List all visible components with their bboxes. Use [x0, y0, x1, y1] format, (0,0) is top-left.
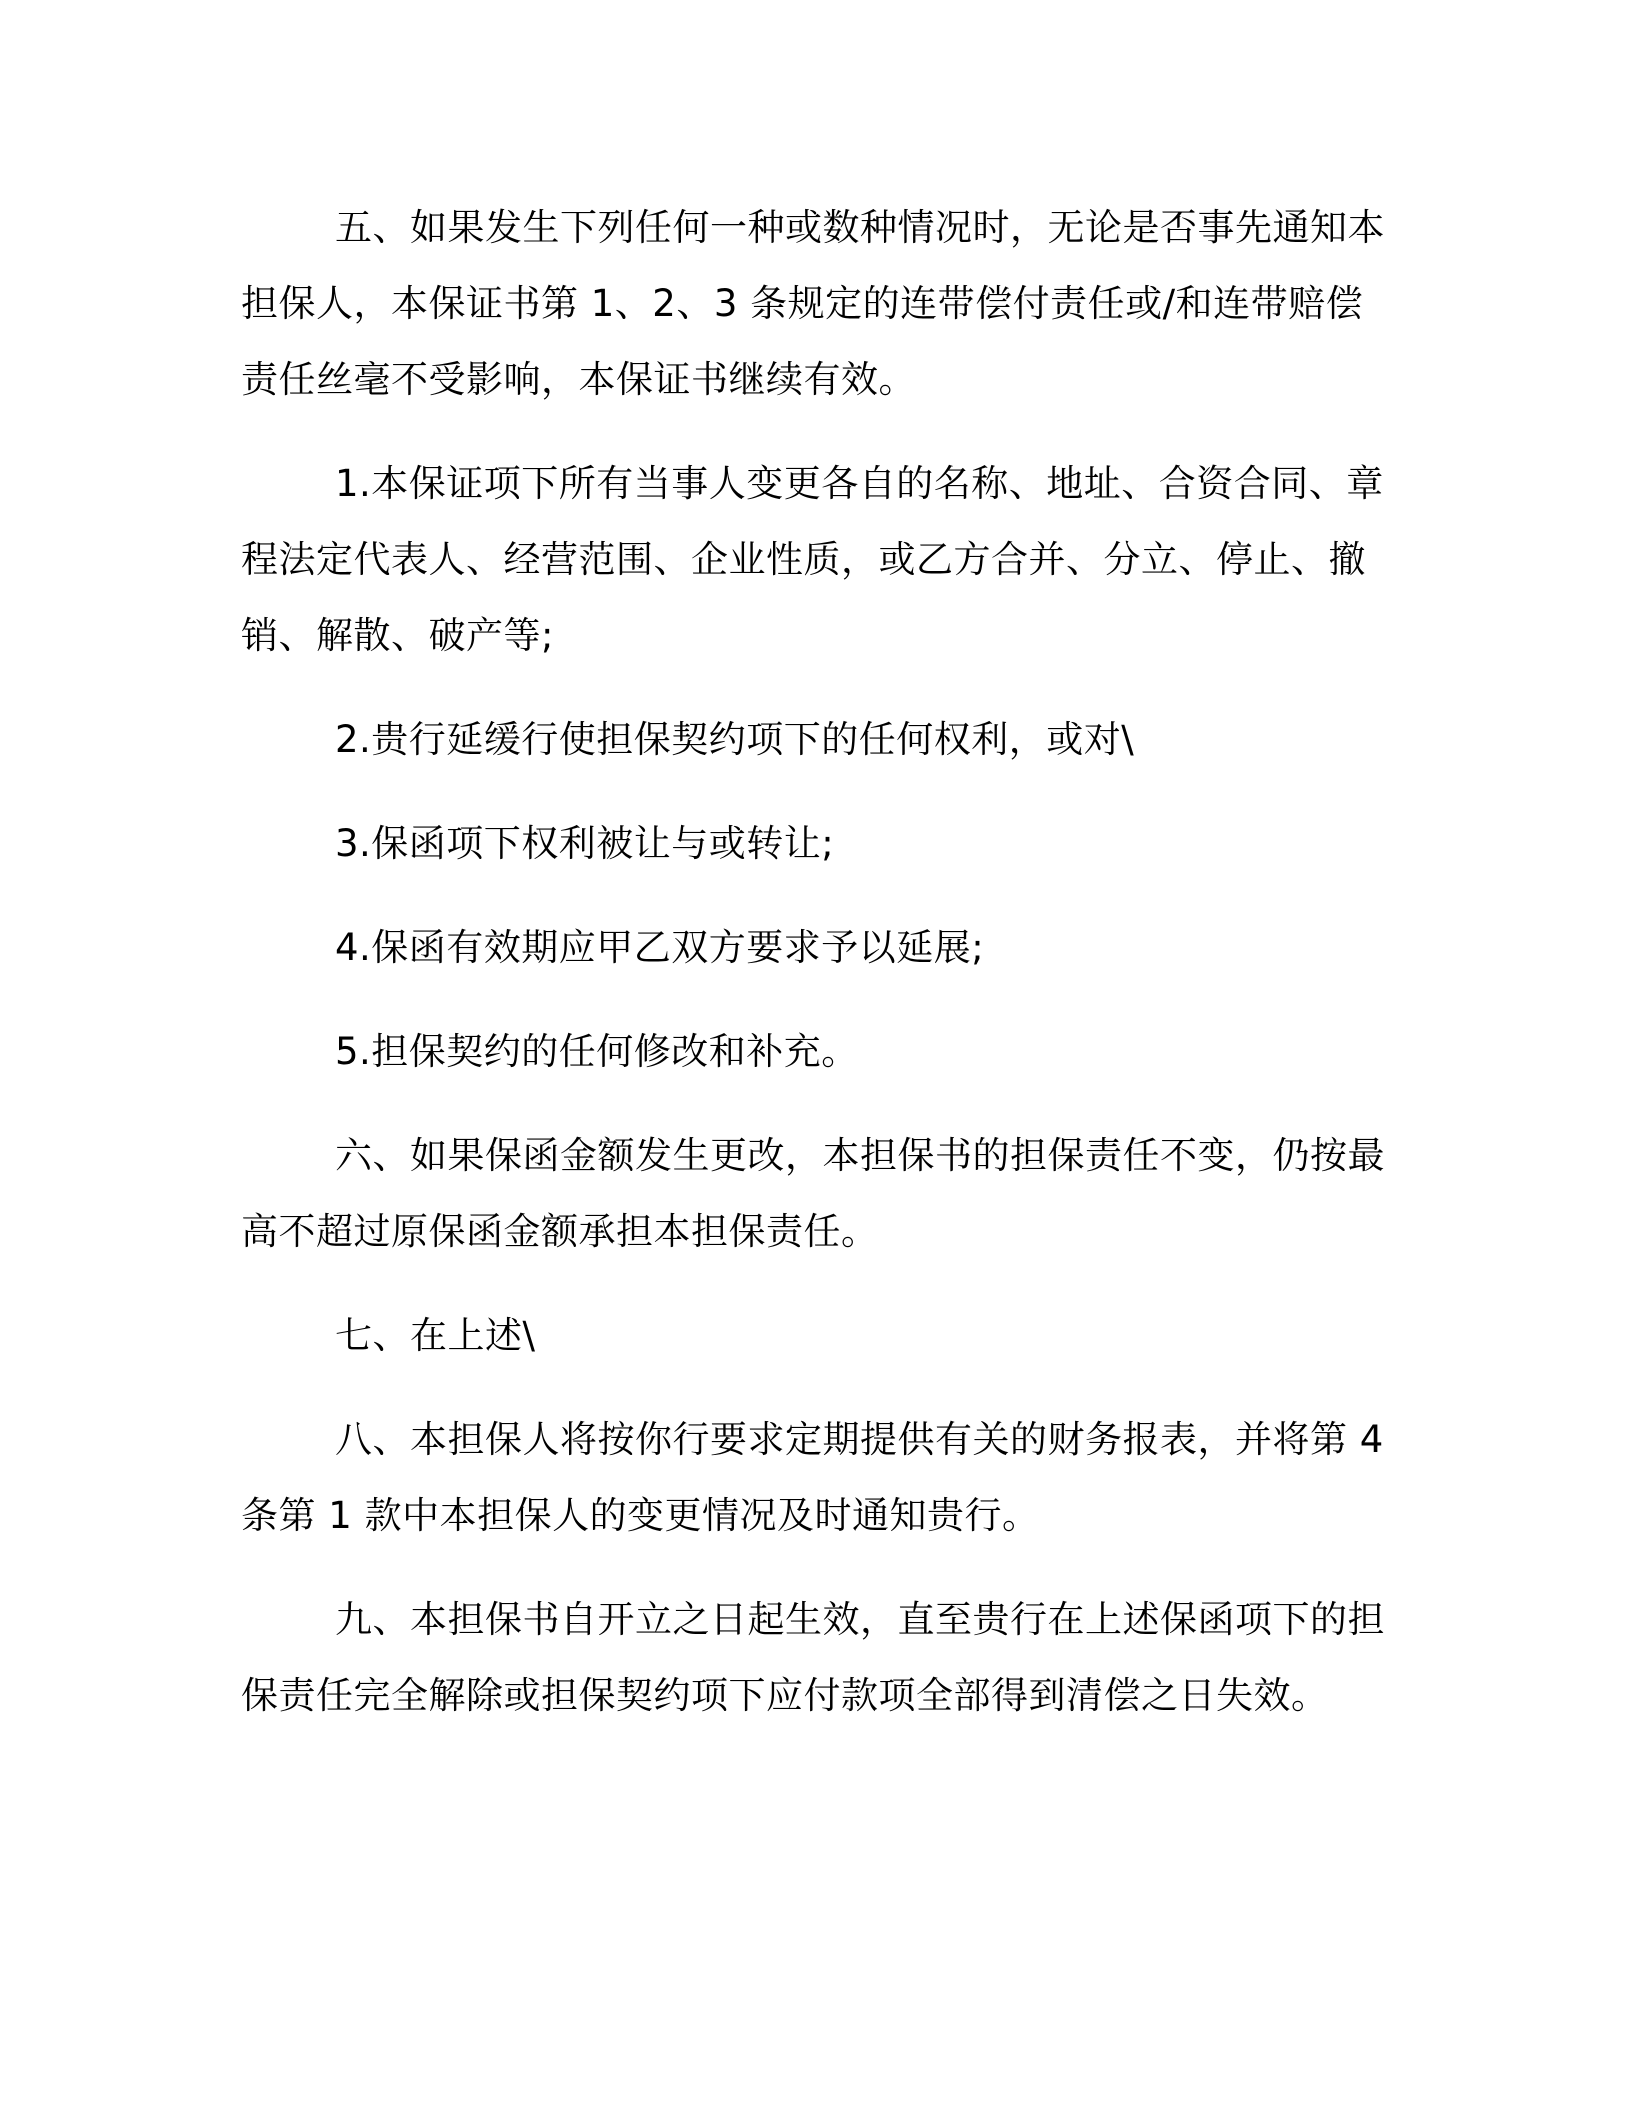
- paragraph-item-1: 1.本保证项下所有当事人变更各自的名称、地址、合资合同、章程法定代表人、经营范围、企业性质，或乙方合并、分立、停止、撤销、解散、破产等;: [241, 462, 1384, 657]
- paragraph-clause-5: 五、如果发生下列任何一种或数种情况时，无论是否事先通知本担保人，本保证书第 1、2、3 条规定的连带偿付责任或/和连带赔偿责任丝毫不受影响，本保证书继续有效。: [241, 206, 1385, 401]
- paragraph-clause-8: 八、本担保人将按你行要求定期提供有关的财务报表，并将第 4 条第 1 款中本担保人的变更情况及时通知贵行。: [241, 1418, 1384, 1537]
- paragraph-clause-7: 七、在上述\: [335, 1314, 536, 1357]
- document-body: [241, 190, 1391, 1734]
- paragraph-item-5: 5.担保契约的任何修改和补充。: [335, 1030, 859, 1073]
- paragraph-clause-6: 六、如果保函金额发生更改，本担保书的担保责任不变，仍按最高不超过原保函金额承担本担保责任。: [241, 1134, 1385, 1253]
- paragraph-item-4: 4.保函有效期应甲乙双方要求予以延展;: [335, 926, 985, 969]
- paragraph-clause-9: 九、本担保书自开立之日起生效，直至贵行在上述保函项下的担保责任完全解除或担保契约项下应付款项全部得到清偿之日失效。: [241, 1598, 1385, 1717]
- paragraph-item-2: 2.贵行延缓行使担保契约项下的任何权利，或对\: [335, 718, 1135, 761]
- paragraph-item-3: 3.保函项下权利被让与或转让;: [335, 822, 835, 865]
